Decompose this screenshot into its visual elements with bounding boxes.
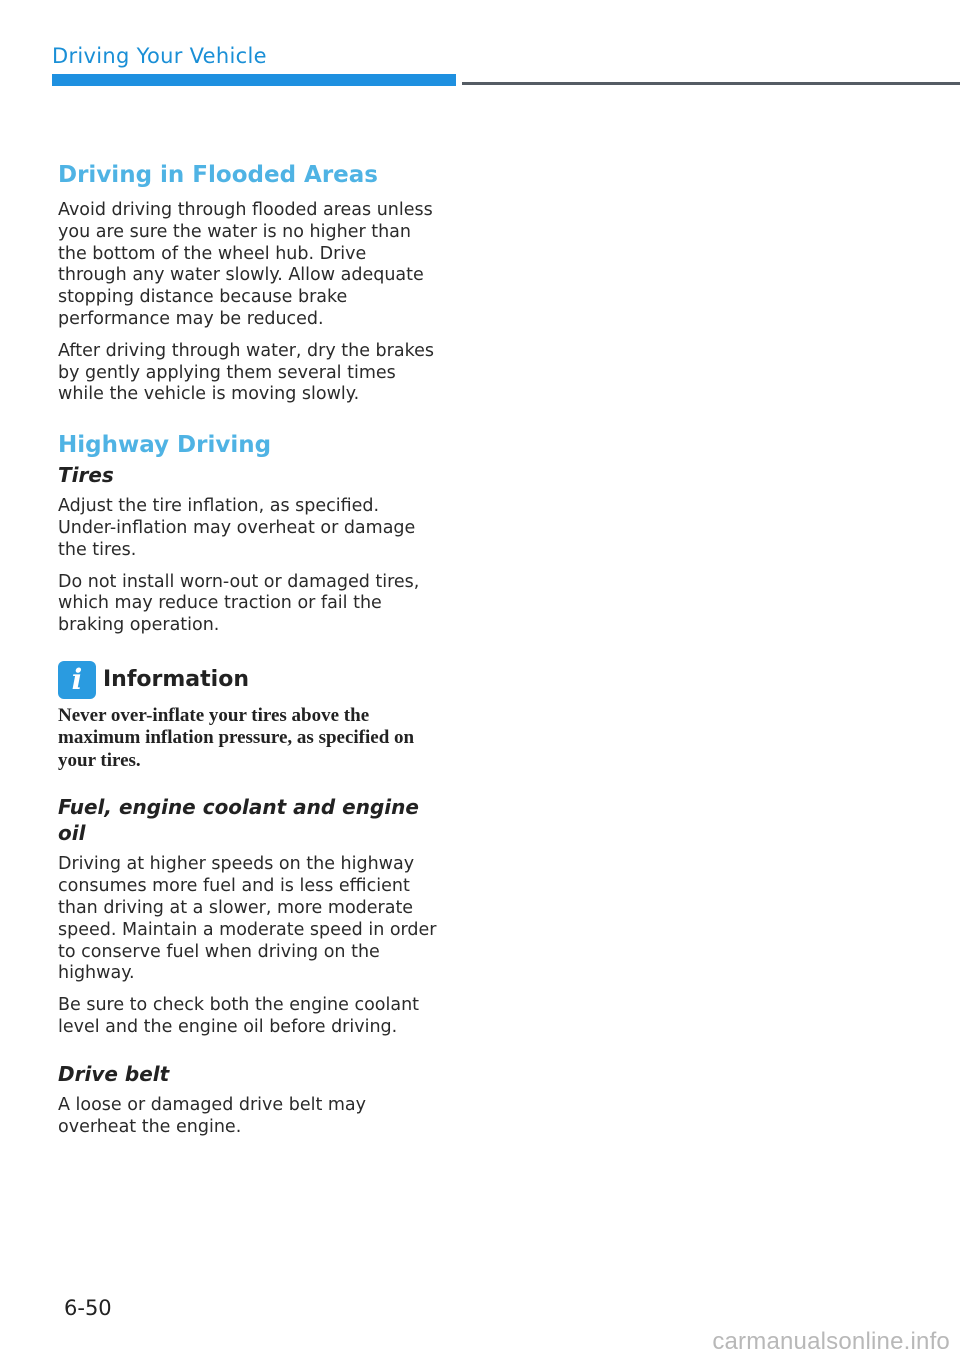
information-text: Never over-inflate your tires above the maximum inflation pressure, as specified on your tires. — [58, 704, 415, 771]
page-number: 6-50 — [64, 1296, 112, 1320]
paragraph: Driving at higher speeds on the highway consumes more fuel and is less efficient than driving at a slower, more moderate speed. Maintain a moderate speed in order to conserve fuel when driving on the highway. — [58, 854, 437, 984]
subheading-drive-belt: Drive belt — [58, 1061, 170, 1086]
info-icon — [58, 661, 96, 699]
heading-highway-driving: Highway Driving — [58, 432, 272, 459]
paragraph: Do not install worn-out or damaged tires, which may reduce traction or fail the braking operation. — [58, 571, 420, 636]
header-title: Driving Your Vehicle — [52, 44, 267, 68]
paragraph: Adjust the tire inflation, as specified. Under-inflation may overheat or damage the tires. — [58, 496, 416, 560]
subheading-fuel-coolant-oil: Fuel, engine coolant and engine oil — [58, 795, 419, 846]
paragraph: After driving through water, dry the brakes by gently applying them several times while the vehicle is moving slowly. — [58, 340, 434, 405]
paragraph: Avoid driving through flooded areas unless you are sure the water is no higher than the bottom of the wheel hub. Drive through any water slowly. Allow adequate stopping distance because brake performance may be reduced. — [58, 200, 433, 329]
heading-flooded-areas: Driving in Flooded Areas — [58, 162, 378, 188]
information-box-header — [58, 661, 440, 699]
info-icon-glyph: i — [71, 662, 83, 696]
subheading-tires: Tires — [58, 463, 114, 488]
paragraph: A loose or damaged drive belt may overheat the engine. — [58, 1094, 367, 1137]
information-title: Information — [103, 667, 249, 693]
header-rule — [462, 82, 960, 85]
paragraph: Be sure to check both the engine coolant level and the engine oil before driving. — [58, 995, 420, 1038]
main-column — [58, 160, 440, 1148]
header-accent-bar — [52, 74, 456, 86]
watermark: carmanualsonline.info — [712, 1328, 950, 1355]
